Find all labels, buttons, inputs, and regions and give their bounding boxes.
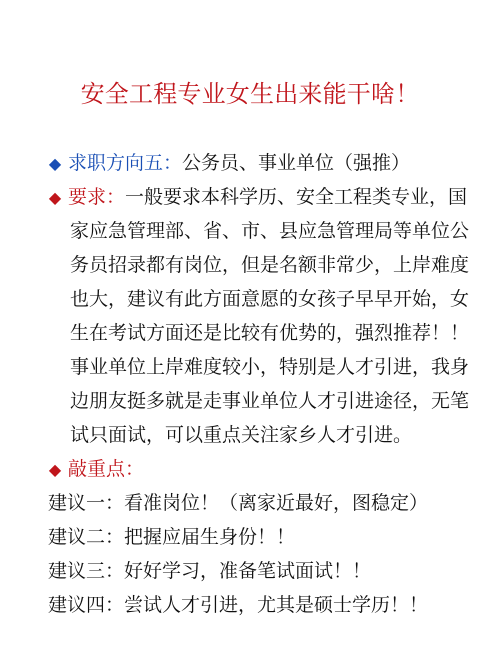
requirement-line: 边朋友挺多就是走事业单位人才引进途径，无笔 bbox=[70, 390, 470, 412]
red-diamond-icon: ◆ bbox=[48, 188, 62, 207]
key-point-item: 建议二：把握应届生身份！！ bbox=[48, 526, 296, 548]
section-value: 公务员、事业单位（强推） bbox=[182, 152, 411, 174]
requirement-line: 也大，建议有此方面意愿的女孩子早早开始，女 bbox=[70, 288, 470, 310]
requirement-heading bbox=[48, 180, 478, 215]
requirement-label: 要求： bbox=[68, 186, 126, 208]
key-point-item: 建议一：看准岗位！（离家近最好，图稳定） bbox=[48, 492, 429, 514]
section-label: 求职方向五： bbox=[68, 152, 183, 174]
requirement-line: 家应急管理部、省、市、县应急管理局等单位公 bbox=[70, 220, 470, 242]
blue-diamond-icon: ◆ bbox=[48, 154, 62, 173]
key-point-item: 建议四：尝试人才引进，尤其是硕士学历！！ bbox=[48, 594, 429, 616]
requirement-line: 事业单位上岸难度较小，特别是人才引进，我身 bbox=[70, 356, 470, 378]
red-diamond-icon: ◆ bbox=[48, 460, 62, 479]
key-points-heading bbox=[48, 452, 478, 487]
requirement-line: 试只面试，可以重点关注家乡人才引进。 bbox=[70, 424, 413, 446]
key-points-label: 敲重点： bbox=[68, 458, 145, 480]
requirement-first-line: 一般要求本科学历、安全工程类专业，国 bbox=[125, 186, 468, 208]
requirement-line: 务员招录都有岗位，但是名额非常少，上岸难度 bbox=[70, 254, 470, 276]
key-point-item: 建议三：好好学习，准备笔试面试！！ bbox=[48, 560, 372, 582]
requirement-line: 生在考试方面还是比较有优势的，强烈推荐！！ bbox=[70, 322, 470, 344]
page-title: 安全工程专业女生出来能干啥！ bbox=[80, 80, 420, 108]
section-heading bbox=[48, 146, 478, 181]
